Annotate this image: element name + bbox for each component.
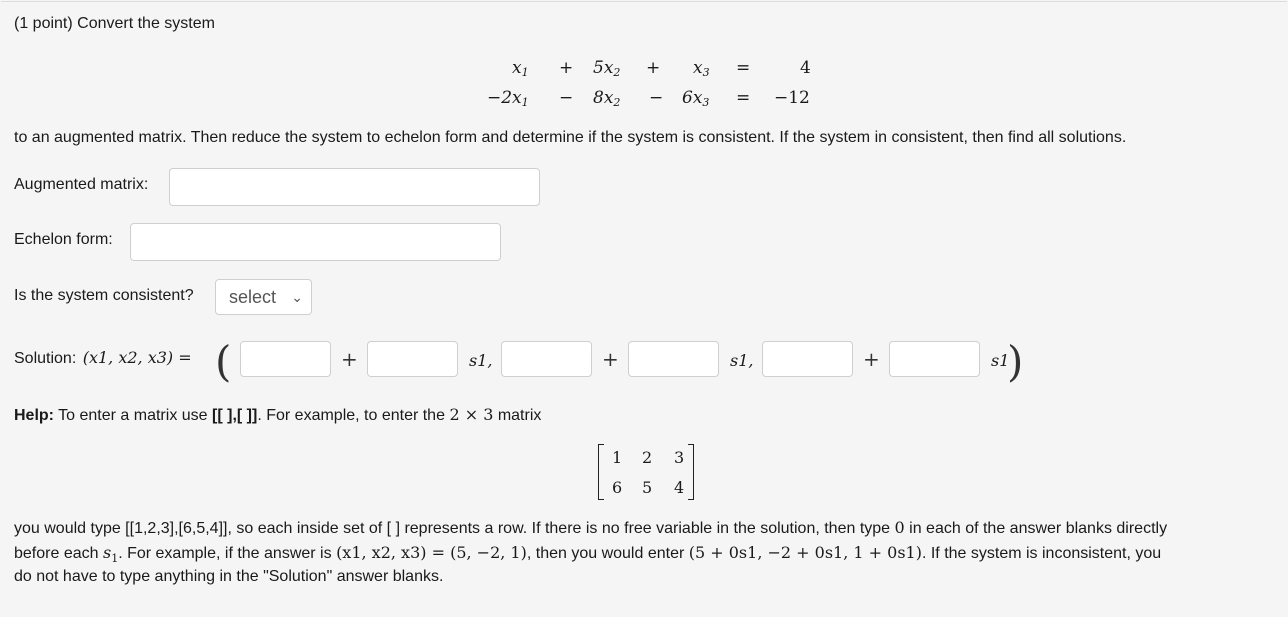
explanation-line-1: you would type [[1,2,3],[6,5,4]], so each inside set of [ ] represents a row. If there is no free variable in the solution, then type 0 in each of the answer blanks directly [14,518,1168,537]
row2-term3: $6x_3$ [682,88,710,109]
row2-equals: = [736,88,751,108]
solution-plus-3: + [863,347,880,371]
augmented-matrix-input[interactable] [169,168,540,206]
problem-panel [1,1,1287,617]
row1-equals: = [736,58,751,78]
solution-vars: (x1, x2, x3) = [82,348,192,367]
system-row-2 [479,88,819,118]
explanation-line-2: before each $s_1$. For example, if the answer is (x1, x2, x3) = (5, −2, 1), then you would enter (5 + 0s1, −2 + 0s1, 1 + 0s1). If the system is inconsistent, you [14,543,1162,566]
solution-plus-2: + [602,347,619,371]
matrix-cell: 5 [642,478,653,497]
matrix-cell: 6 [612,478,623,497]
system-row-1 [479,58,819,88]
row2-term1: $-2x_1$ [487,88,529,109]
row1-op2: + [646,58,661,78]
matrix-cell: 1 [612,448,623,467]
row1-term1: $x_1$ [512,58,529,79]
solution-x1-coef-input[interactable] [367,341,458,377]
matrix-left-bracket [598,444,604,500]
row1-op1: + [559,58,574,78]
solution-plus-1: + [341,347,358,371]
row1-term3: $x_3$ [693,58,710,79]
help-syntax: [[ ],[ ]] [212,407,258,424]
solution-x3-const-input[interactable] [762,341,853,377]
row2-rhs: −12 [774,88,810,108]
help-dims: 2 × 3 [449,405,494,424]
row2-op2: − [649,88,664,108]
solution-param-3: s1 [991,351,1010,370]
matrix-cell: 3 [674,448,685,467]
row2-term2: $8x_2$ [593,88,621,109]
augmented-matrix-label: Augmented matrix: [14,176,149,193]
chevron-down-icon: ⌄ [291,289,303,305]
solution-open-paren: ( [215,337,232,386]
consistent-label: Is the system consistent? [14,287,194,304]
solution-x2-const-input[interactable] [501,341,592,377]
row2-op1: − [559,88,574,108]
linear-system [479,58,819,118]
solution-label: Solution: (x1, x2, x3) = [14,348,192,367]
consistent-select[interactable] [215,279,312,315]
help-bold: Help: [14,407,54,424]
solution-param-2: s1, [730,351,754,370]
solution-x3-coef-input[interactable] [889,341,980,377]
row1-rhs: 4 [800,58,811,78]
example-matrix [598,444,694,498]
consistent-select-value: select [229,287,277,307]
row1-term2: $5x_2$ [593,58,621,79]
echelon-form-input[interactable] [130,223,501,261]
matrix-cell: 4 [674,478,685,497]
help-line: Help: To enter a matrix use [[ ],[ ]]. For example, to enter the 2 × 3 matrix [14,405,542,424]
solution-param-1: s1, [469,351,493,370]
solution-close-paren: ) [1007,337,1024,386]
problem-intro: (1 point) Convert the system [14,15,215,32]
solution-x2-coef-input[interactable] [628,341,719,377]
echelon-form-label: Echelon form: [14,231,113,248]
instructions-text: to an augmented matrix. Then reduce the system to echelon form and determine if the system is consistent. If the system in consistent, then find all solutions. [14,129,1127,146]
explanation-line-3: do not have to type anything in the "Solution" answer blanks. [14,568,444,585]
solution-x1-const-input[interactable] [240,341,331,377]
matrix-cell: 2 [642,448,653,467]
matrix-right-bracket [688,444,694,500]
